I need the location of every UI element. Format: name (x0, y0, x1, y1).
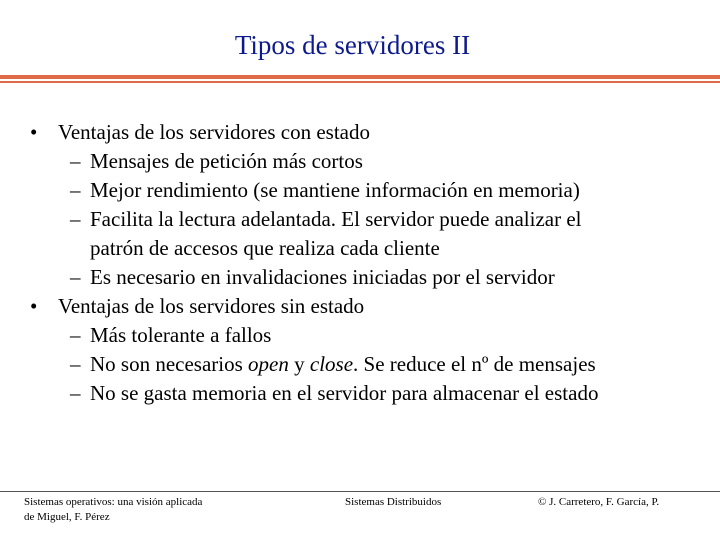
sub-item-text: Mejor rendimiento (se mantiene información en memoria) (90, 178, 580, 202)
sub-item-text-italic: open (248, 352, 289, 376)
dash-mark: – (70, 207, 81, 231)
footer-left-line: de Miguel, F. Pérez (24, 511, 110, 523)
footer-course-title: Sistemas Distribuidos (345, 496, 442, 508)
sub-item-text-part: y (288, 352, 310, 376)
sub-item-text-part: . Se reduce el nº de mensajes (353, 352, 596, 376)
sub-item (0, 147, 720, 176)
sub-item-text: Facilita la lectura adelantada. El servidor puede analizar el (90, 207, 582, 231)
bullet-item (0, 118, 720, 147)
title-underline-thin (0, 81, 720, 83)
bullet-mark: • (30, 294, 38, 318)
sub-item (0, 350, 720, 379)
sub-item (0, 379, 720, 408)
sub-item-text: patrón de accesos que realiza cada cliente (90, 236, 440, 260)
slide-title: Tipos de servidores II (234, 30, 471, 60)
dash-mark: – (70, 352, 81, 376)
sub-item (0, 263, 720, 292)
title-underline (0, 75, 720, 79)
dash-mark: – (70, 178, 81, 202)
bullet-mark: • (30, 120, 38, 144)
dash-mark: – (70, 323, 81, 347)
sub-item-text-italic: close (309, 352, 354, 376)
bullet-text: Ventajas de los servidores sin estado (58, 294, 365, 318)
sub-item (0, 205, 720, 234)
dash-mark: – (70, 265, 81, 289)
sub-item-text: Mensajes de petición más cortos (90, 149, 363, 173)
footer-book-credit (24, 495, 264, 525)
footer-left-line: Sistemas operativos: una visión aplicada (24, 496, 203, 508)
sub-item-text-part: No son necesarios (90, 352, 249, 376)
sub-item-continuation (0, 234, 720, 263)
footer-divider (0, 491, 720, 492)
sub-item (0, 321, 720, 350)
sub-item-text: Más tolerante a fallos (90, 323, 272, 347)
sub-item-text: Es necesario en invalidaciones iniciadas por el servidor (90, 265, 555, 289)
dash-mark: – (70, 149, 81, 173)
dash-mark: – (70, 381, 81, 405)
sub-item-text: No se gasta memoria en el servidor para almacenar el estado (90, 381, 599, 405)
footer-copyright: © J. Carretero, F. García, P. (538, 496, 660, 508)
bullet-text: Ventajas de los servidores con estado (58, 120, 370, 144)
sub-item (0, 176, 720, 205)
bullet-item (0, 292, 720, 321)
slide-content (0, 118, 720, 408)
